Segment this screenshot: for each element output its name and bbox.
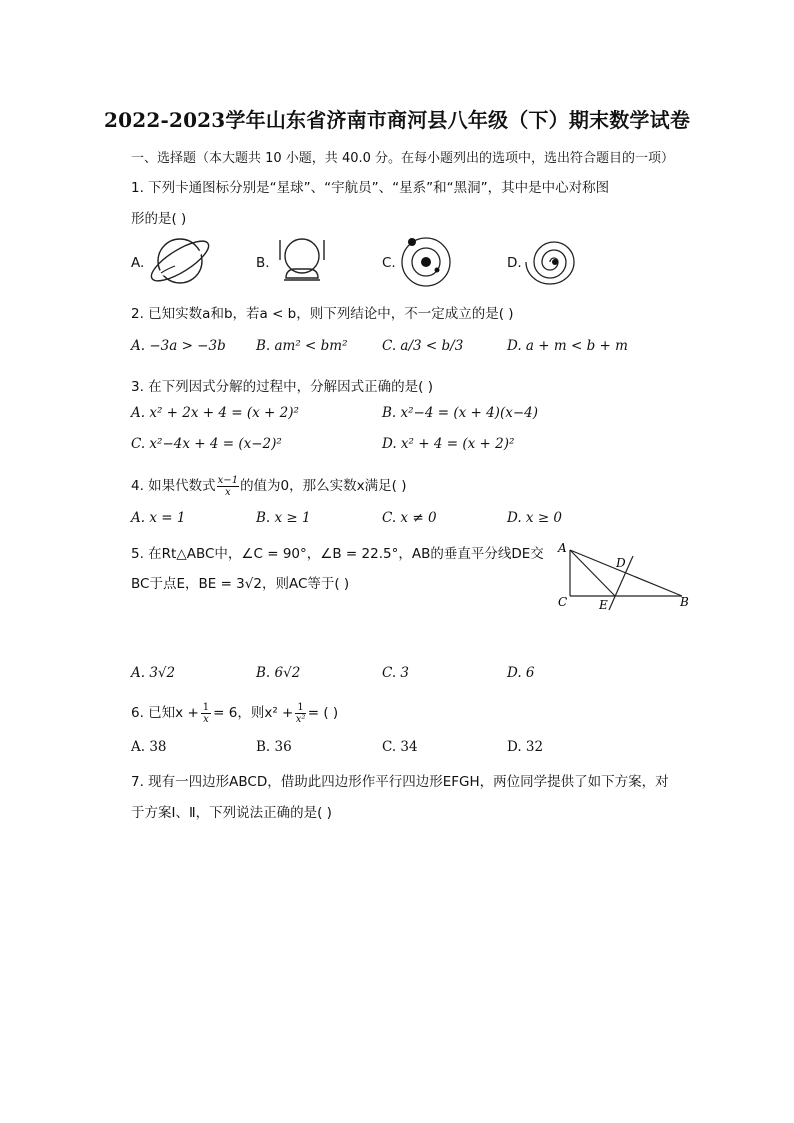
q1-option-a-label: A. xyxy=(131,255,145,271)
label-c: C xyxy=(558,595,568,609)
q4-frac-num: x−1 xyxy=(217,474,239,486)
segment-ae xyxy=(570,550,615,596)
q6-frac1-num: 1 xyxy=(202,701,210,713)
q4-stem-pre: 4. 如果代数式 xyxy=(131,478,216,494)
question-1-line-2: 形的是( ) xyxy=(131,211,187,227)
label-d: D xyxy=(616,556,626,570)
q3-option-b: B. x²−4 = (x + 4)(x−4) xyxy=(382,405,539,421)
question-1-line-1: 1. 下列卡通图标分别是“星球”、“宇航员”、“星系”和“黑洞”，其中是中心对称图 xyxy=(131,180,610,196)
question-7-line-1: 7. 现有一四边形ABCD，借助此四边形作平行四边形EFGH，两位同学提供了如下方案，对 xyxy=(131,774,669,790)
question-4-stem xyxy=(131,474,406,498)
q1-option-d-label: D. xyxy=(507,255,522,271)
q3-option-c: C. x²−4x + 4 = (x−2)² xyxy=(131,436,282,452)
q6-stem-mid: = 6，则x² + xyxy=(213,705,294,721)
q5-option-b: B. 6√2 xyxy=(256,665,301,681)
q2-option-b: B. am² < bm² xyxy=(256,338,348,354)
label-e: E xyxy=(599,598,608,612)
galaxy-icon xyxy=(398,234,454,290)
question-6-stem xyxy=(131,701,338,725)
q4-fraction xyxy=(217,475,239,498)
page-title: 2022-2023学年山东省济南市商河县八年级（下）期末数学试卷 xyxy=(103,108,691,132)
q4-option-b: B. x ≥ 1 xyxy=(256,510,311,526)
q3-option-d: D. x² + 4 = (x + 2)² xyxy=(382,436,515,452)
q2-option-d: D. a + m < b + m xyxy=(507,338,628,354)
q5-option-d: D. 6 xyxy=(507,665,535,681)
triangle-figure xyxy=(552,540,697,615)
q3-option-a: A. x² + 2x + 4 = (x + 2)² xyxy=(131,405,299,421)
planet-icon xyxy=(145,233,213,289)
q2-option-c: C. a/3 < b/3 xyxy=(382,338,464,354)
question-2-stem: 2. 已知实数a和b，若a < b，则下列结论中，不一定成立的是( ) xyxy=(131,306,514,322)
q1-option-c-label: C. xyxy=(382,255,396,271)
q6-frac1-den: x xyxy=(203,713,209,725)
q6-frac2-den: x² xyxy=(295,713,306,725)
q4-option-d: D. x ≥ 0 xyxy=(507,510,563,526)
q6-frac2-num: 1 xyxy=(297,701,304,713)
q1-option-b-label: B. xyxy=(256,255,270,271)
q6-fraction-1 xyxy=(201,702,211,725)
black-hole-icon xyxy=(524,234,584,290)
question-5-line-2: BC于点E，BE = 3√2，则AC等于( ) xyxy=(131,576,350,592)
q2-option-a: A. −3a > −3b xyxy=(131,338,226,354)
q6-option-c: C. 34 xyxy=(382,739,418,755)
q5-option-a: A. 3√2 xyxy=(131,665,176,681)
question-3-stem: 3. 在下列因式分解的过程中，分解因式正确的是( ) xyxy=(131,379,433,395)
question-5-line-1: 5. 在Rt△ABC中，∠C = 90°，∠B = 22.5°，AB的垂直平分线DE交 xyxy=(131,546,544,562)
q6-option-b: B. 36 xyxy=(256,739,292,755)
label-a: A xyxy=(558,541,567,555)
q6-stem-pre: 6. 已知x + xyxy=(131,705,199,721)
q4-option-c: C. x ≠ 0 xyxy=(382,510,437,526)
q6-fraction-2 xyxy=(295,702,305,725)
q4-stem-post: 的值为0，那么实数x满足( ) xyxy=(240,478,407,494)
q6-option-d: D. 32 xyxy=(507,739,544,755)
q4-option-a: A. x = 1 xyxy=(131,510,186,526)
astronaut-icon xyxy=(272,234,332,284)
question-7-line-2: 于方案Ⅰ、Ⅱ，下列说法正确的是( ) xyxy=(131,805,332,821)
q6-option-a: A. 38 xyxy=(131,739,167,755)
q6-stem-post: = ( ) xyxy=(307,705,339,721)
label-b: B xyxy=(680,595,689,609)
section-heading-choice: 一、选择题（本大题共 10 小题，共 40.0 分。在每小题列出的选项中，选出符合题目的一项） xyxy=(131,151,675,166)
q4-frac-den: x xyxy=(225,486,231,498)
q5-option-c: C. 3 xyxy=(382,665,410,681)
